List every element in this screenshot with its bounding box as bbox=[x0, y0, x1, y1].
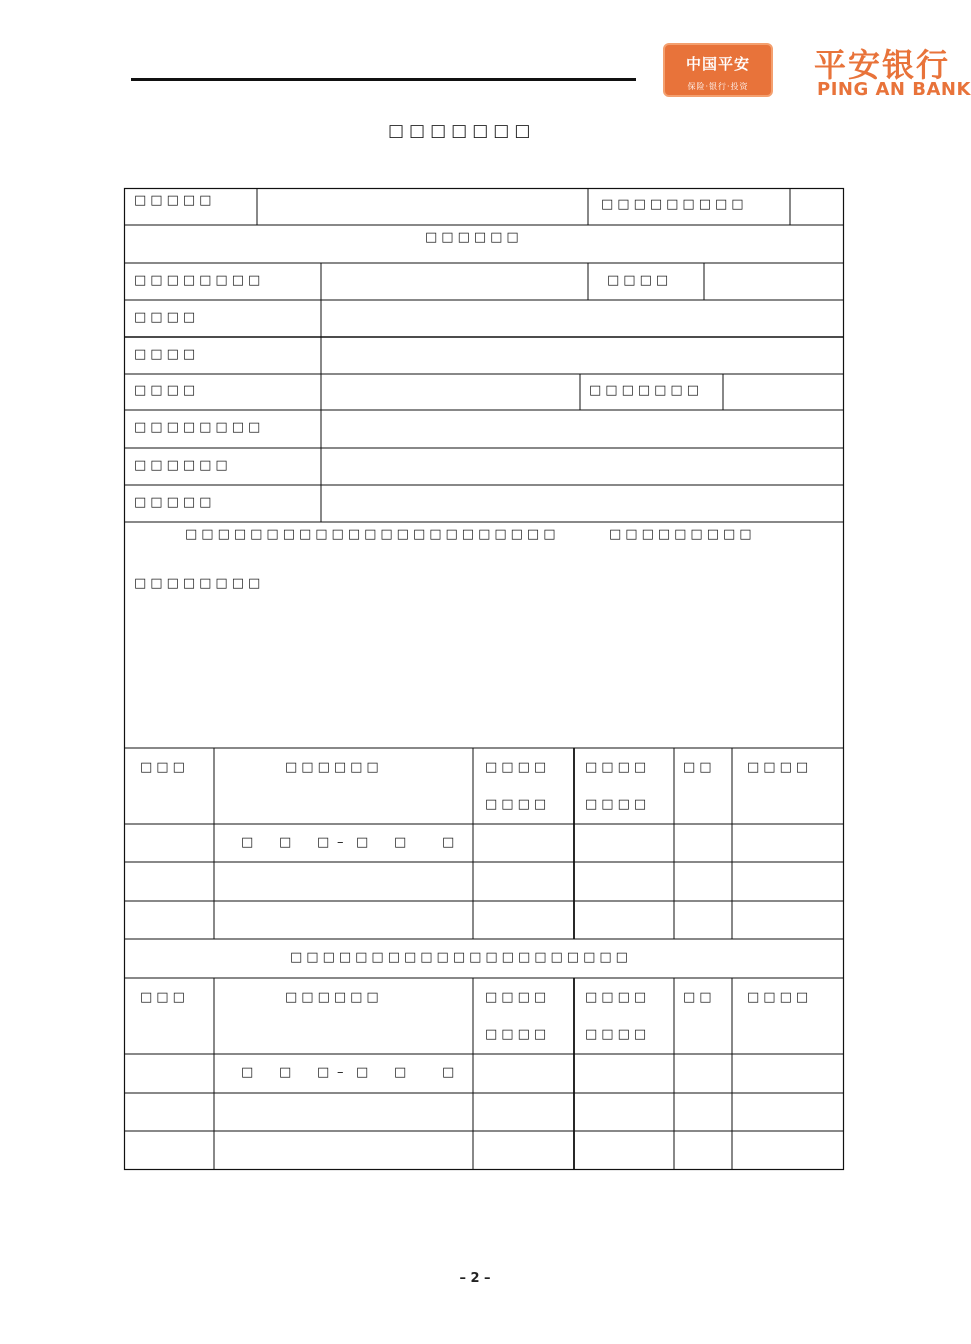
logo-tagline: 保险·银行·投资 bbox=[687, 82, 749, 91]
brand-name-en: PING AN BANK bbox=[817, 79, 971, 100]
table2-header-col3a: □□□□ bbox=[485, 990, 551, 1005]
table1-date-char: □ bbox=[442, 835, 459, 850]
field-label-1: □□□□□ bbox=[134, 193, 216, 208]
table2-header-col3b: □□□□ bbox=[485, 1027, 551, 1042]
table2-header-col6: □□□□ bbox=[747, 990, 813, 1005]
page-number: – 2 – bbox=[459, 1271, 491, 1286]
table2-date-char: □ bbox=[241, 1065, 258, 1080]
section-title-2: □□□□□□□□□□□□□□□□□□□□□ bbox=[290, 950, 632, 965]
ping-an-logo bbox=[663, 43, 773, 97]
table2-date-char: □ bbox=[279, 1065, 296, 1080]
field-label-8: □□□□□□ bbox=[134, 458, 232, 473]
table1-date-char: □ bbox=[394, 835, 411, 850]
field-label-6b: □□□□□□□ bbox=[589, 383, 703, 398]
header-rule bbox=[131, 78, 636, 81]
field-label-9: □□□□□ bbox=[134, 495, 216, 510]
table1-header-col6: □□□□ bbox=[747, 760, 813, 775]
note-line-2: □□□□□□□□ bbox=[134, 576, 265, 591]
table2-date-dash: – bbox=[337, 1065, 348, 1080]
note-line-1: □□□□□□□□□□□□□□□□□□□□□□□ bbox=[185, 527, 560, 542]
note-line-1-right: □□□□□□□□□ bbox=[609, 527, 756, 542]
table1-date-char: □ bbox=[241, 835, 258, 850]
field-label-6: □□□□ bbox=[134, 383, 200, 398]
table1-date-dash: – bbox=[337, 835, 348, 850]
table2-date-char: □ bbox=[442, 1065, 459, 1080]
document-title: □□□□□□□ bbox=[388, 121, 536, 141]
table2-header-col4a: □□□□ bbox=[585, 990, 651, 1005]
field-label-3: □□□□□□□□ bbox=[134, 273, 265, 288]
field-label-7: □□□□□□□□ bbox=[134, 420, 265, 435]
field-label-3b: □□□□ bbox=[607, 273, 673, 288]
table1-date-char: □ bbox=[317, 835, 334, 850]
form-grid bbox=[124, 188, 846, 1173]
table2-header-col4b: □□□□ bbox=[585, 1027, 651, 1042]
logo-text-cn: 中国平安 bbox=[685, 55, 750, 73]
table1-header-col2: □□□□□□ bbox=[285, 760, 383, 775]
table2-date-char: □ bbox=[394, 1065, 411, 1080]
application-form bbox=[124, 188, 846, 1173]
table1-header-col3a: □□□□ bbox=[485, 760, 551, 775]
table1-date-char: □ bbox=[279, 835, 296, 850]
field-label-4: □□□□ bbox=[134, 310, 200, 325]
section-title-1: □□□□□□ bbox=[425, 230, 523, 245]
table1-header-col4b: □□□□ bbox=[585, 797, 651, 812]
brand-name-cn: 平安银行 bbox=[814, 46, 951, 84]
field-label-1b: □□□□□□□□□ bbox=[601, 197, 748, 212]
table2-date-char: □ bbox=[317, 1065, 334, 1080]
table2-date-char: □ bbox=[356, 1065, 373, 1080]
table1-header-col5: □□ bbox=[683, 760, 716, 775]
table1-header-col3b: □□□□ bbox=[485, 797, 551, 812]
table1-header-col4a: □□□□ bbox=[585, 760, 651, 775]
table2-header-col1: □□□ bbox=[140, 990, 189, 1005]
table1-header-col1: □□□ bbox=[140, 760, 189, 775]
field-label-5: □□□□ bbox=[134, 347, 200, 362]
table2-header-col5: □□ bbox=[683, 990, 716, 1005]
table1-date-char: □ bbox=[356, 835, 373, 850]
table2-header-col2: □□□□□□ bbox=[285, 990, 383, 1005]
